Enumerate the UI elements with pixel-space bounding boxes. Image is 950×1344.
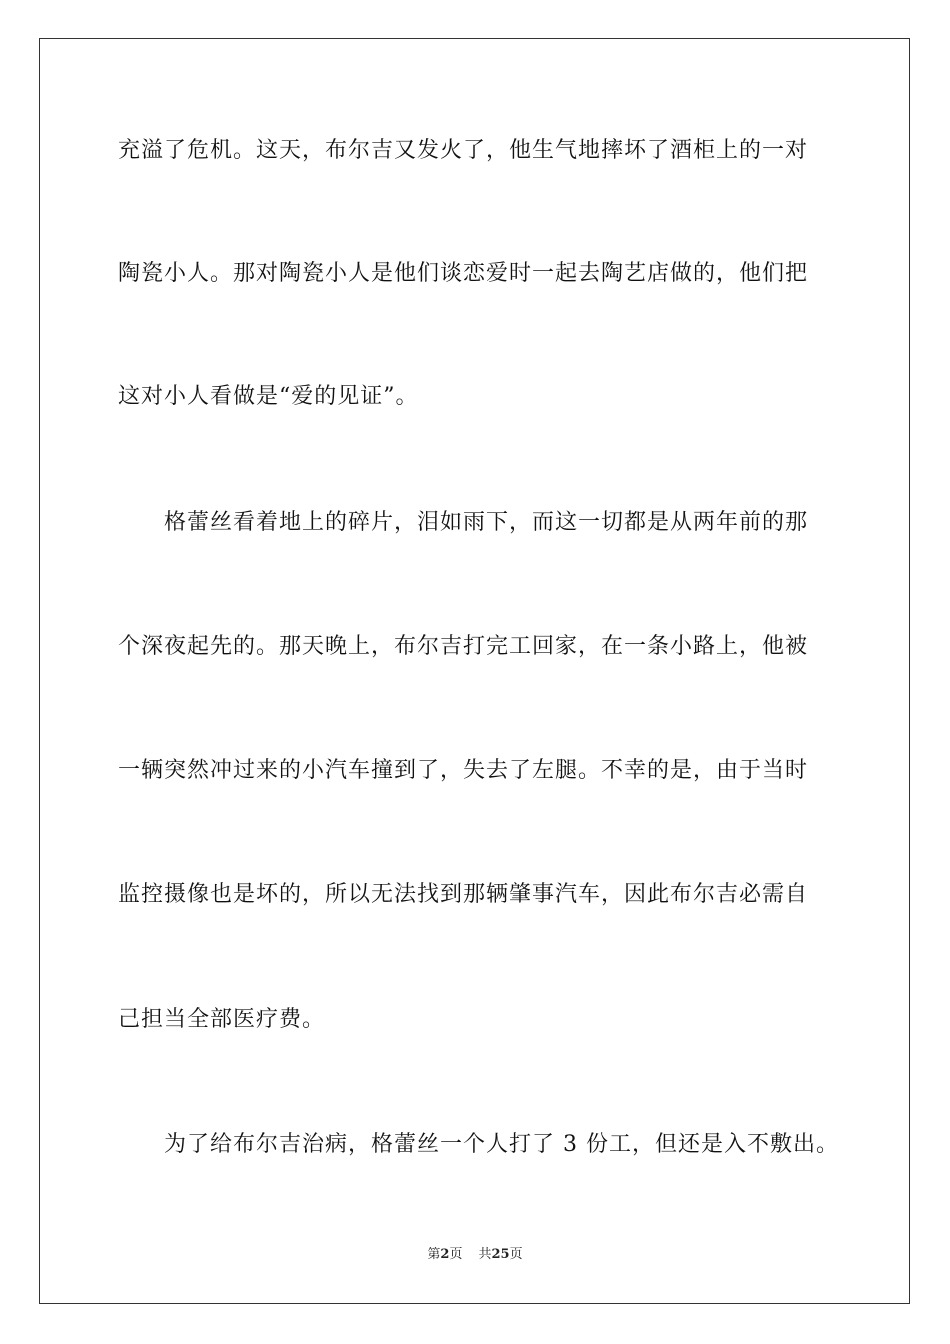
- page-suffix: 页: [449, 1247, 463, 1262]
- page-footer: [0, 1246, 950, 1264]
- text-line-2: 陶瓷小人。那对陶瓷小人是他们谈恋爱时一起去陶艺店做的，他们把: [118, 261, 809, 286]
- text-line-9: 为了给布尔吉治病，格蕾丝一个人打了 3 份工，但还是入不敷出。: [164, 1132, 839, 1157]
- page-prefix: 第: [427, 1247, 441, 1262]
- text-line-6: 一辆突然冲过来的小汽车撞到了，失去了左腿。不幸的是，由于当时: [118, 758, 809, 783]
- text-line-7: 监控摄像也是坏的，所以无法找到那辆肇事汽车，因此布尔吉必需自: [118, 882, 809, 907]
- page-border: [39, 38, 910, 1304]
- text-line-1: 充溢了危机。这天，布尔吉又发火了，他生气地摔坏了酒柜上的一对: [118, 138, 809, 163]
- total-suffix: 页: [509, 1247, 523, 1262]
- text-line-5: 个深夜起先的。那天晚上，布尔吉打完工回家，在一条小路上，他被: [118, 634, 809, 659]
- total-prefix: 共: [478, 1247, 492, 1262]
- text-line-4: 格蕾丝看着地上的碎片，泪如雨下，而这一切都是从两年前的那: [164, 510, 809, 535]
- text-line-8: 己担当全部医疗费。: [118, 1007, 326, 1032]
- text-line-3: 这对小人看做是“爱的见证”。: [118, 384, 419, 409]
- page-number: 2: [440, 1247, 450, 1262]
- total-pages: 25: [491, 1247, 510, 1262]
